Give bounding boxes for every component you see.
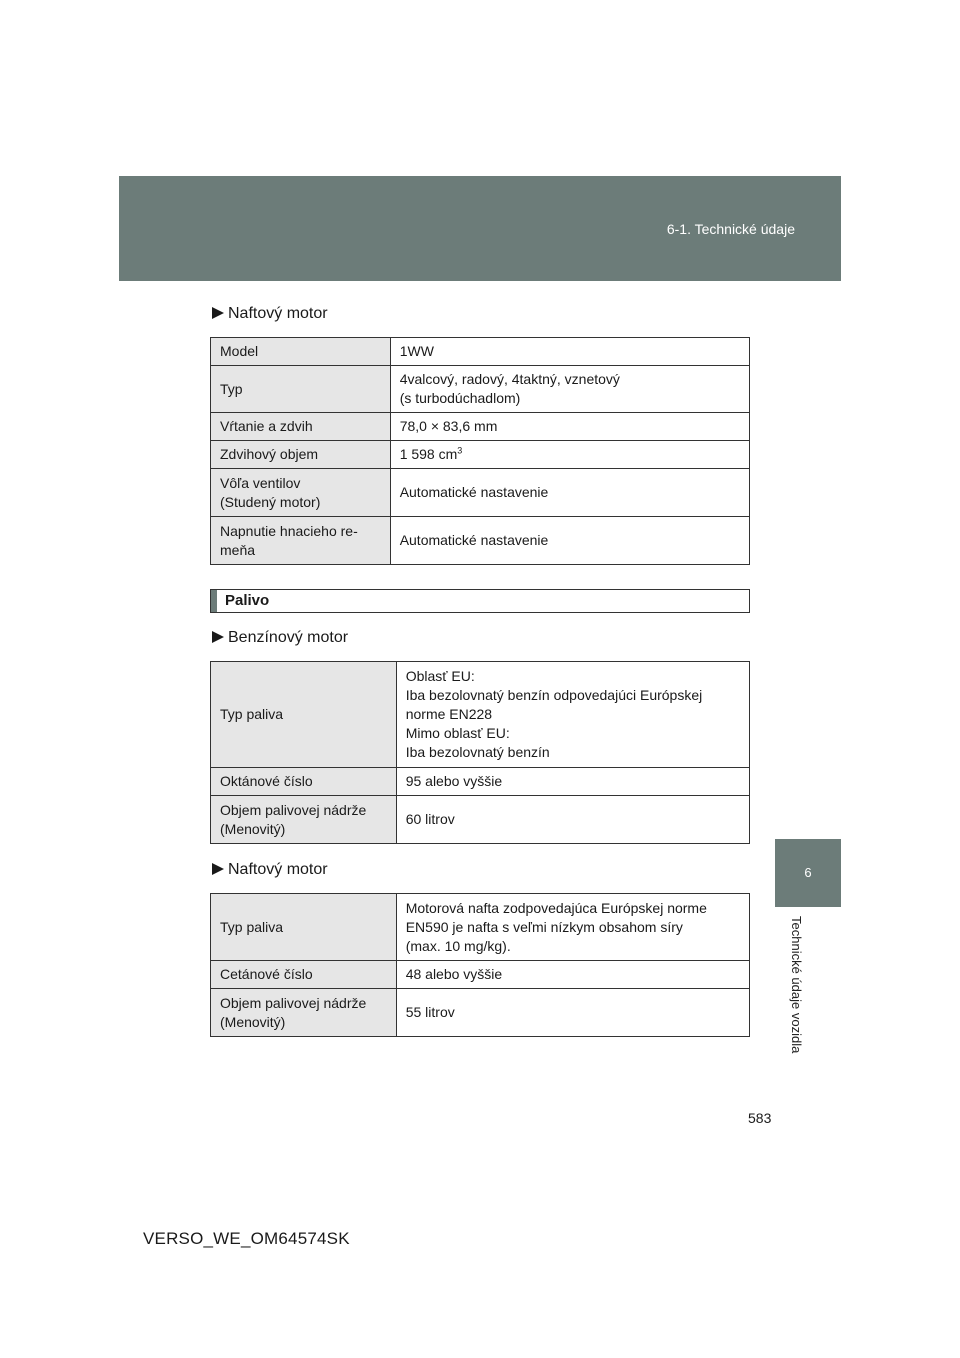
triangle-bullet-icon (212, 631, 224, 643)
key-line: meňa (220, 541, 256, 558)
diesel-engine-heading (212, 305, 328, 323)
row-key: Oktánové číslo (211, 768, 397, 796)
table-row (211, 366, 750, 413)
row-key: Vŕtanie a zdvih (211, 413, 391, 441)
triangle-bullet-icon (212, 863, 224, 875)
table-row (211, 662, 750, 768)
section-header-bar (119, 176, 841, 281)
row-key: Zdvihový objem (211, 441, 391, 469)
row-key: Cetánové číslo (211, 961, 397, 989)
diesel-fuel-heading (212, 861, 328, 879)
value-line: Mimo oblasť EU: (405, 725, 510, 741)
diesel-engine-heading-text: Naftový motor (228, 305, 328, 322)
value-line: 4valcový, radový, 4taktný, vznetový (399, 371, 620, 387)
petrol-fuel-table (210, 661, 750, 844)
document-code: VERSO_WE_OM64574SK (143, 1229, 350, 1248)
section-marker (211, 590, 217, 612)
row-key: Typ (211, 366, 391, 413)
row-key: Typ paliva (211, 662, 397, 768)
table-row (211, 768, 750, 796)
key-line: (Studený motor) (220, 493, 321, 510)
row-value: 1WW (390, 338, 749, 366)
triangle-bullet-icon (212, 307, 224, 319)
table-row (211, 894, 750, 961)
value-text: 1 598 cm (399, 446, 458, 462)
diesel-engine-table (210, 337, 750, 565)
row-value: 60 litrov (396, 796, 749, 844)
diesel-fuel-table (210, 893, 750, 1037)
key-line: Napnutie hnacieho re- (220, 522, 358, 539)
row-key (211, 469, 391, 517)
chapter-label: Technické údaje vozidla (789, 916, 804, 1054)
table-row (211, 413, 750, 441)
key-line: Objem palivovej nádrže (220, 801, 367, 818)
row-value (396, 662, 749, 768)
row-key: Model (211, 338, 391, 366)
key-line: (Menovitý) (220, 820, 286, 837)
value-line: (s turbodúchadlom) (399, 390, 521, 406)
fuel-section-title: Palivo (225, 592, 270, 609)
value-line: (max. 10 mg/kg). (405, 937, 511, 954)
row-key: Typ paliva (211, 894, 397, 961)
row-value (390, 366, 749, 413)
row-value: 55 litrov (396, 989, 749, 1037)
fuel-section-bar (210, 589, 750, 613)
diesel-fuel-heading-text: Naftový motor (228, 861, 328, 878)
value-superscript: 3 (457, 445, 463, 456)
key-line: Objem palivovej nádrže (220, 994, 367, 1011)
petrol-fuel-heading (212, 629, 348, 647)
page-number: 583 (748, 1110, 772, 1126)
key-line: Vôľa ventilov (220, 474, 301, 491)
table-row (211, 961, 750, 989)
value-line: EN590 je nafta s veľmi nízkym obsahom síry (405, 918, 683, 935)
row-key (211, 517, 391, 565)
row-key (211, 796, 397, 844)
section-title: 6-1. Technické údaje (666, 221, 795, 237)
table-row (211, 796, 750, 844)
table-row (211, 338, 750, 366)
row-value: Automatické nastavenie (390, 517, 749, 565)
table-row (211, 989, 750, 1037)
key-line: (Menovitý) (220, 1013, 286, 1030)
chapter-number: 6 (804, 865, 812, 880)
table-row (211, 469, 750, 517)
petrol-fuel-heading-text: Benzínový motor (228, 629, 349, 646)
table-row (211, 441, 750, 469)
table-row (211, 517, 750, 565)
row-value: 95 alebo vyššie (396, 768, 749, 796)
value-line: Iba bezolovnatý benzín odpovedajúci Európskej (405, 687, 703, 703)
value-line: Oblasť EU: (405, 668, 475, 684)
value-line: Motorová nafta zodpovedajúca Európskej norme (405, 899, 707, 916)
value-line: Iba bezolovnatý benzín (405, 744, 550, 760)
row-value: 78,0 × 83,6 mm (390, 413, 749, 441)
row-value: 48 alebo vyššie (396, 961, 749, 989)
row-value (390, 441, 749, 469)
row-value: Automatické nastavenie (390, 469, 749, 517)
value-line: norme EN228 (405, 706, 493, 722)
row-value (396, 894, 749, 961)
chapter-tab (775, 839, 841, 907)
row-key (211, 989, 397, 1037)
